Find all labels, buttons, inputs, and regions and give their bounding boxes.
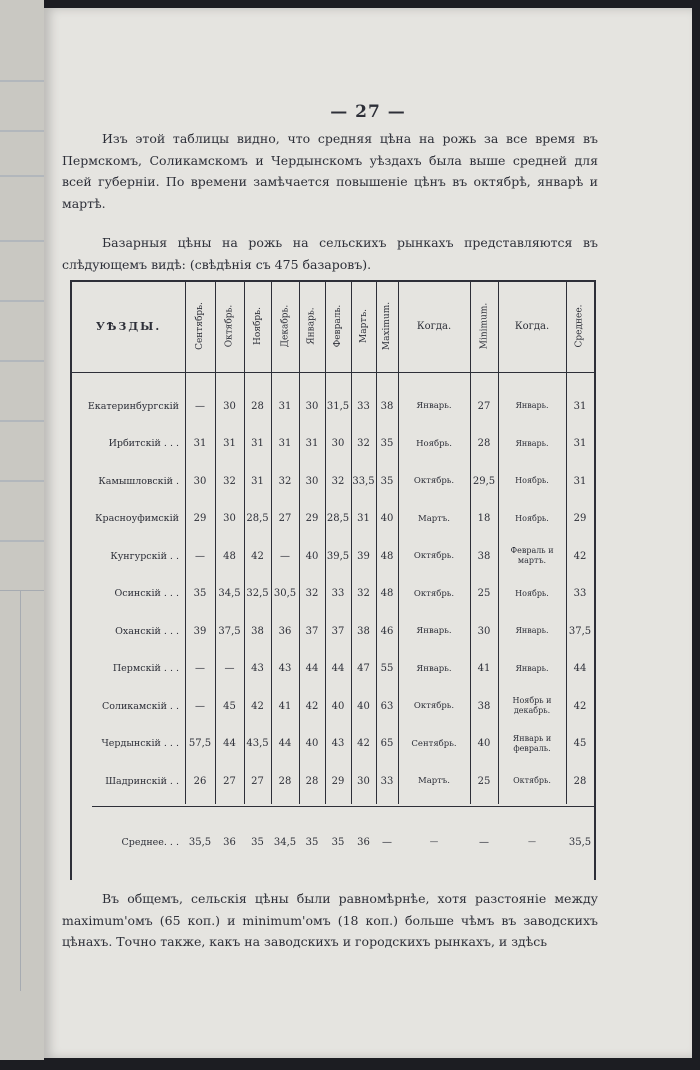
header-month-sep: Сентябрь. bbox=[195, 302, 205, 350]
cell-m-dec: 27 bbox=[278, 513, 292, 524]
cell-m-sep: 39 bbox=[193, 625, 207, 637]
cell-m-mar: 33 bbox=[357, 400, 370, 412]
cell-avg: 45 bbox=[573, 738, 587, 749]
cell-name: Ирбитскій . . . bbox=[108, 438, 179, 449]
table-row bbox=[70, 651, 596, 687]
cell-m-feb: 28,5 bbox=[326, 513, 350, 524]
table-row bbox=[70, 426, 596, 462]
cell-m-jan: 37 bbox=[305, 625, 319, 637]
table-row bbox=[70, 388, 596, 424]
cell-m-dec: 31 bbox=[278, 438, 292, 449]
cell-m-jan: 31 bbox=[305, 438, 319, 449]
cell-m-dec: 30,5 bbox=[273, 588, 297, 599]
cell-max: 33 bbox=[380, 775, 394, 787]
cell-m-oct: 34,5 bbox=[218, 588, 241, 599]
cell-m-jan: 29 bbox=[305, 513, 319, 524]
cell-m-nov: 31 bbox=[251, 438, 264, 449]
cell-m-mar: 39 bbox=[357, 550, 370, 562]
cell-when-min: Январь. bbox=[515, 626, 549, 635]
cell-m-nov: 31 bbox=[251, 475, 264, 487]
cell-m-dec: 36 bbox=[278, 625, 292, 637]
cell-when-max: Ноябрь. bbox=[416, 438, 452, 449]
table-row bbox=[70, 613, 596, 649]
cell-m-dec: 41 bbox=[278, 700, 292, 712]
intro-paragraph: Изъ этой таблицы видно, что средняя цѣна на рожь за все время въ Пермскомъ, Соликамскомъ и Чердынскомъ уѣздахъ была выше средней для всей губерніи. По времени замѣчается повышеніе цѣнъ въ октябрѣ, январѣ и мартѣ. bbox=[62, 131, 598, 211]
cell-m-sep: 31 bbox=[193, 438, 207, 449]
cell-avg: 42 bbox=[573, 700, 587, 712]
cell-m-nov: 32,5 bbox=[246, 588, 269, 599]
cell-min: 41 bbox=[477, 663, 491, 674]
cell-m-mar: 47 bbox=[357, 663, 370, 674]
cell-m-oct: 36 bbox=[223, 836, 236, 848]
cell-min: 25 bbox=[477, 588, 491, 599]
cell-m-feb: 31,5 bbox=[326, 400, 350, 412]
header-month-feb: Февраль. bbox=[333, 304, 343, 348]
cell-m-jan: 30 bbox=[305, 475, 319, 487]
cell-when-min: Январь и февраль. bbox=[512, 733, 552, 753]
cell-m-sep: — bbox=[195, 400, 205, 412]
cell-m-nov: 42 bbox=[251, 550, 264, 562]
header-month-mar: Мартъ. bbox=[358, 309, 369, 343]
cell-m-mar: 36 bbox=[357, 836, 370, 848]
cell-m-oct: 32 bbox=[223, 475, 236, 487]
cell-m-oct: 45 bbox=[223, 700, 236, 712]
cell-m-feb: 35 bbox=[331, 836, 345, 848]
cell-avg: 31 bbox=[573, 438, 587, 449]
cell-when-max: Октябрь. bbox=[413, 701, 455, 711]
total-rule bbox=[92, 806, 596, 807]
cell-max: 35 bbox=[380, 438, 394, 449]
table-row bbox=[70, 501, 596, 537]
cell-m-mar: 40 bbox=[357, 700, 370, 712]
cell-when-min: Ноябрь. bbox=[515, 588, 549, 598]
cell-m-feb: 43 bbox=[331, 738, 345, 749]
cell-name: Осинскій . . . bbox=[114, 588, 179, 599]
cell-m-oct: — bbox=[224, 663, 235, 674]
cell-m-jan: 44 bbox=[305, 663, 319, 674]
cell-m-jan: 35 bbox=[305, 836, 319, 848]
cell-max: 46 bbox=[380, 625, 394, 637]
cell-when-min: Февраль и мартъ. bbox=[510, 546, 554, 565]
cell-m-nov: 35 bbox=[251, 836, 264, 848]
cell-min: 27 bbox=[477, 400, 491, 412]
cell-m-jan: 42 bbox=[305, 700, 319, 712]
table-intro-paragraph: Базарныя цѣны на рожь на сельскихъ рынкахъ представляются въ слѣдующемъ видѣ: (свѣдѣнія съ 475 базаровъ). bbox=[62, 235, 598, 272]
cell-avg: 42 bbox=[573, 550, 587, 562]
header-rule bbox=[70, 372, 596, 373]
cell-when-min: — bbox=[528, 837, 536, 846]
cell-m-dec: — bbox=[280, 550, 290, 562]
cell-m-nov: 43 bbox=[251, 663, 264, 674]
cell-when-min: Ноябрь. bbox=[515, 476, 549, 485]
cell-m-sep: 35,5 bbox=[188, 836, 212, 848]
cell-m-jan: 32 bbox=[305, 588, 319, 599]
cell-when-max: Октябрь. bbox=[413, 588, 455, 599]
cell-min: 28 bbox=[477, 438, 491, 449]
cell-max: 48 bbox=[380, 588, 394, 599]
cell-when-min: Январь. bbox=[515, 663, 549, 673]
cell-avg: 44 bbox=[573, 663, 587, 674]
cell-max: 48 bbox=[380, 550, 394, 562]
cell-m-sep: — bbox=[195, 663, 205, 674]
table-row bbox=[70, 463, 596, 499]
book-page bbox=[44, 8, 692, 1058]
cell-m-oct: 27 bbox=[223, 775, 236, 787]
cell-name: Камышловскій . bbox=[98, 475, 179, 487]
cell-min: 30 bbox=[477, 625, 491, 637]
cell-when-min: Октябрь. bbox=[513, 776, 551, 785]
header-month-jan: Январь. bbox=[307, 307, 318, 345]
cell-m-dec: 28 bbox=[278, 775, 292, 787]
header-maximum: Maximum. bbox=[382, 301, 393, 351]
cell-when-max: Январь. bbox=[416, 401, 452, 411]
cell-m-sep: 35 bbox=[193, 588, 207, 599]
cell-m-oct: 30 bbox=[223, 400, 236, 412]
cell-max: 35 bbox=[380, 475, 394, 487]
cell-when-min: Ноябрь и декабрь. bbox=[512, 696, 552, 715]
header-average: Среднее. bbox=[575, 304, 585, 348]
cell-m-oct: 44 bbox=[223, 738, 236, 749]
cell-max: 38 bbox=[380, 400, 394, 412]
cell-name: Шадринскій . . bbox=[105, 775, 179, 787]
cell-m-mar: 30 bbox=[357, 775, 370, 787]
cell-name: Красноуфимскій bbox=[95, 513, 179, 524]
cell-m-feb: 32 bbox=[331, 475, 345, 487]
cell-max: — bbox=[382, 836, 392, 848]
table-row bbox=[70, 688, 596, 724]
cell-m-sep: 26 bbox=[193, 775, 207, 787]
cell-m-dec: 31 bbox=[278, 400, 292, 412]
header-month-dec: Декабрь. bbox=[280, 304, 291, 348]
cell-m-mar: 32 bbox=[357, 588, 370, 599]
cell-m-nov: 42 bbox=[251, 700, 264, 712]
cell-when-max: Мартъ. bbox=[417, 776, 451, 786]
cell-m-mar: 31 bbox=[357, 513, 370, 524]
cell-avg: 33 bbox=[573, 588, 587, 599]
cell-min: 38 bbox=[477, 700, 491, 712]
cell-m-feb: 44 bbox=[331, 663, 345, 674]
cell-when-max: — bbox=[429, 837, 439, 847]
cell-m-feb: 39,5 bbox=[326, 550, 350, 562]
cell-m-dec: 34,5 bbox=[273, 836, 297, 848]
cell-m-nov: 27 bbox=[251, 775, 264, 787]
cell-m-sep: 57,5 bbox=[188, 738, 212, 749]
cell-max: 63 bbox=[380, 700, 394, 712]
cell-when-min: Январь. bbox=[515, 401, 549, 410]
cell-m-oct: 37,5 bbox=[218, 625, 241, 637]
cell-m-oct: 48 bbox=[223, 550, 236, 562]
cell-name: Екатеринбургскій bbox=[87, 400, 179, 412]
cell-m-dec: 32 bbox=[278, 475, 292, 487]
cell-name: Кунгурскій . . bbox=[110, 550, 179, 562]
page-number: — 27 — bbox=[330, 102, 406, 122]
cell-m-nov: 38 bbox=[251, 625, 264, 637]
cell-min: 25 bbox=[477, 775, 491, 787]
cell-m-mar: 32 bbox=[357, 438, 370, 449]
cell-m-feb: 37 bbox=[331, 625, 345, 637]
header-when-min: Когда. bbox=[514, 320, 550, 332]
cell-m-feb: 29 bbox=[331, 775, 345, 787]
cell-when-max: Январь. bbox=[416, 663, 452, 674]
cell-m-nov: 28 bbox=[251, 400, 264, 412]
cell-m-mar: 42 bbox=[357, 738, 370, 749]
cell-m-feb: 30 bbox=[331, 438, 345, 449]
cell-avg: 31 bbox=[573, 400, 587, 412]
cell-min: 29,5 bbox=[472, 475, 496, 487]
cell-m-mar: 38 bbox=[357, 625, 370, 637]
cell-when-max: Октябрь. bbox=[413, 476, 455, 486]
cell-m-dec: 43 bbox=[278, 663, 292, 674]
cell-m-sep: — bbox=[195, 550, 205, 562]
cell-m-feb: 40 bbox=[331, 700, 345, 712]
header-month-oct: Октябрь. bbox=[224, 304, 235, 348]
cell-avg: 35,5 bbox=[568, 836, 592, 848]
closing-paragraph: Въ общемъ, сельскія цѣны были равномѣрнѣе, хотя разстояніе между maximum'омъ (65 коп.) и minimum'омъ (18 коп.) больше чѣмъ въ заводскихъ цѣнахъ. Точно также, какъ на заводскихъ и городскихъ рынкахъ, и здѣсь bbox=[62, 891, 598, 949]
cell-m-jan: 40 bbox=[305, 738, 319, 749]
facing-page-edge bbox=[0, 0, 44, 1060]
cell-name: Соликамскій . . bbox=[101, 700, 179, 712]
header-when-max: Когда. bbox=[416, 320, 452, 332]
cell-min: 18 bbox=[477, 513, 491, 524]
cell-name: Чердынскій . . . bbox=[101, 738, 179, 749]
cell-min: 40 bbox=[477, 738, 491, 749]
cell-min: 38 bbox=[477, 550, 491, 562]
cell-name: Среднее. . . bbox=[121, 836, 179, 848]
cell-m-jan: 28 bbox=[305, 775, 319, 787]
cell-m-sep: 29 bbox=[193, 513, 207, 524]
table-row bbox=[70, 726, 596, 762]
cell-max: 65 bbox=[380, 738, 394, 749]
rye-prices-table bbox=[70, 276, 596, 880]
cell-m-sep: — bbox=[195, 700, 205, 712]
cell-when-max: Октябрь. bbox=[413, 551, 455, 561]
cell-max: 55 bbox=[380, 663, 394, 674]
table-row bbox=[70, 538, 596, 574]
cell-avg: 31 bbox=[573, 475, 587, 487]
cell-m-sep: 30 bbox=[193, 475, 207, 487]
cell-m-oct: 30 bbox=[223, 513, 236, 524]
cell-m-nov: 43,5 bbox=[246, 738, 269, 749]
cell-m-jan: 40 bbox=[305, 550, 319, 562]
cell-min: — bbox=[479, 836, 489, 848]
cell-name: Пермскій . . . bbox=[112, 663, 179, 674]
cell-when-min: Январь. bbox=[515, 438, 549, 448]
cell-avg: 37,5 bbox=[568, 625, 592, 637]
cell-m-dec: 44 bbox=[278, 738, 292, 749]
cell-when-max: Сентябрь. bbox=[411, 738, 457, 749]
cell-m-mar: 33,5 bbox=[352, 475, 375, 487]
cell-when-max: Январь. bbox=[416, 626, 452, 636]
header-month-nov: Ноябрь. bbox=[252, 307, 263, 345]
cell-max: 40 bbox=[380, 513, 394, 524]
cell-m-feb: 33 bbox=[331, 588, 345, 599]
cell-when-max: Мартъ. bbox=[417, 513, 451, 524]
cell-when-min: Ноябрь. bbox=[515, 513, 549, 523]
cell-avg: 29 bbox=[573, 513, 587, 524]
header-minimum: Minimum. bbox=[479, 302, 489, 350]
cell-name: Оханскій . . . bbox=[115, 625, 179, 637]
cell-m-oct: 31 bbox=[223, 438, 236, 449]
table-total-row bbox=[70, 824, 596, 860]
cell-m-jan: 30 bbox=[305, 400, 319, 412]
cell-avg: 28 bbox=[573, 775, 587, 787]
table-row bbox=[70, 576, 596, 612]
header-uezd: УѢЗДЫ. bbox=[95, 319, 162, 333]
table-row bbox=[70, 763, 596, 799]
cell-m-nov: 28,5 bbox=[246, 513, 269, 524]
